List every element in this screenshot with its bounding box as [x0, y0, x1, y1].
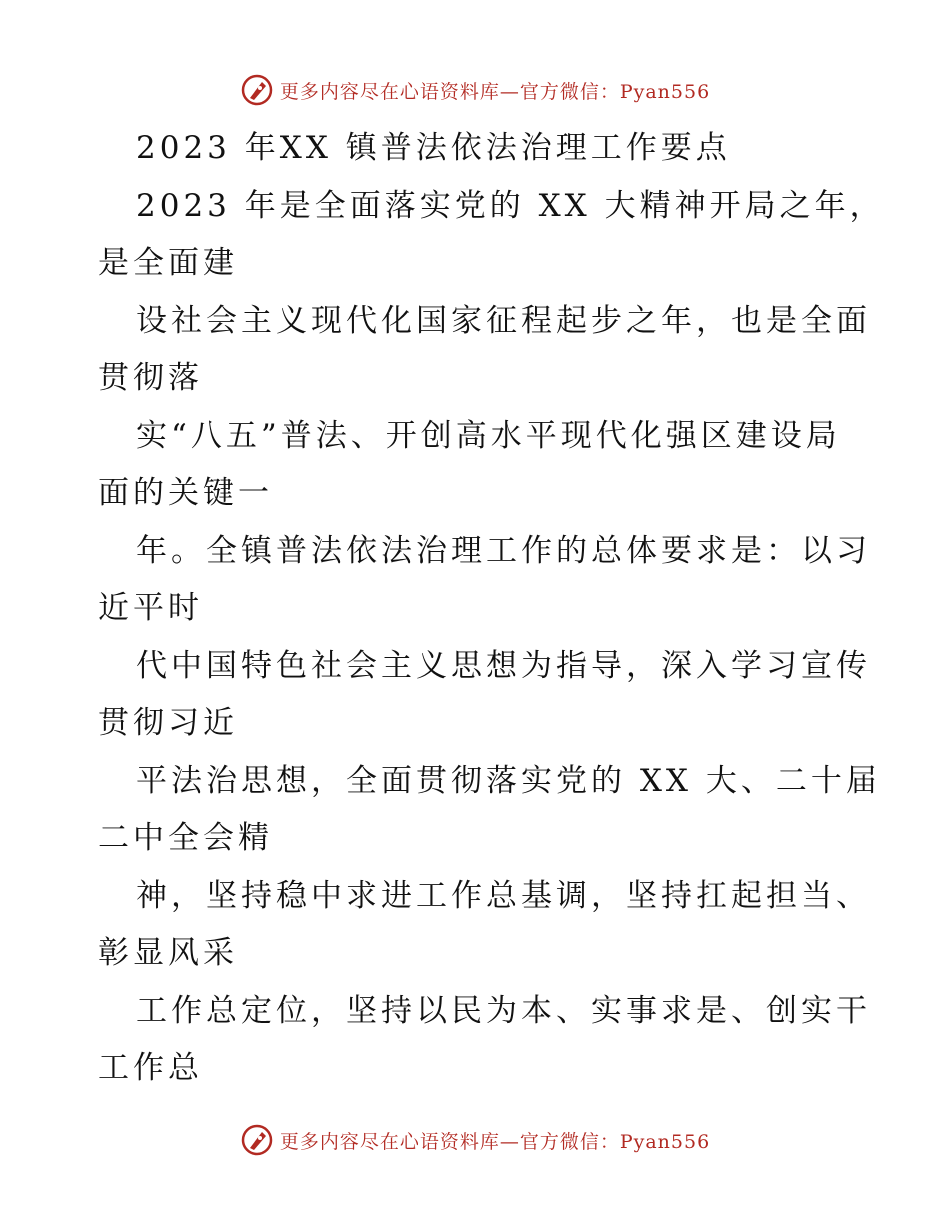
- paragraph-line: 近平时: [98, 590, 203, 626]
- paragraph-line: 贯彻习近: [98, 705, 238, 741]
- paragraph-line: 实“八五”普法、开创高水平现代化强区建设局: [136, 417, 841, 454]
- document-title: 2023 年XX 镇普法依法治理工作要点: [136, 130, 731, 166]
- paragraph-line: 贯彻落: [98, 360, 203, 396]
- watermark-banner-bottom: [0, 1120, 950, 1160]
- paragraph-line: 平法治思想，全面贯彻落实党的 XX 大、二十届: [136, 762, 881, 799]
- pen-nib-icon: [240, 73, 274, 107]
- paragraph-line: 面的关键一: [98, 475, 273, 511]
- watermark-text: 更多内容尽在心语资料库—官方微信：Pyan556: [279, 80, 711, 103]
- paragraph-line: 神，坚持稳中求进工作总基调，坚持扛起担当、: [136, 877, 871, 914]
- document-body: [98, 120, 885, 1098]
- paragraph-line: 2023 年是全面落实党的 XX 大精神开局之年，: [136, 187, 885, 224]
- paragraph-line: 年。全镇普法依法治理工作的总体要求是：以习: [136, 532, 871, 569]
- paragraph-line: 工作总定位，坚持以民为本、实事求是、创实干: [136, 992, 871, 1029]
- paragraph-line: 工作总: [98, 1050, 203, 1086]
- watermark-banner-top: [0, 70, 950, 110]
- pen-nib-icon: [240, 1123, 274, 1157]
- paragraph-line: 设社会主义现代化国家征程起步之年，也是全面: [136, 302, 871, 339]
- paragraph-line: 代中国特色社会主义思想为指导，深入学习宣传: [136, 647, 871, 684]
- paragraph-line: 二中全会精: [98, 820, 273, 856]
- paragraph-line: 彰显风采: [98, 935, 238, 971]
- paragraph-line: 是全面建: [98, 245, 238, 281]
- watermark-text: 更多内容尽在心语资料库—官方微信：Pyan556: [279, 1130, 711, 1153]
